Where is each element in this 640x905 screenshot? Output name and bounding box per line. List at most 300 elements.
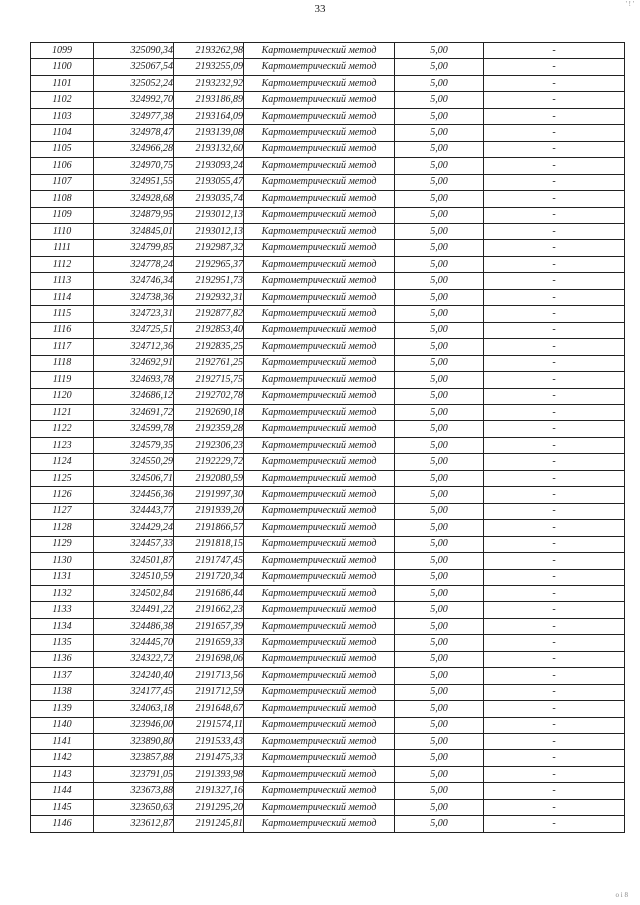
note-cell: -: [484, 503, 625, 519]
y-coordinate-cell: 2193012,13: [174, 207, 244, 223]
y-coordinate-cell: 2191245,81: [174, 816, 244, 832]
method-cell: Картометрический метод: [244, 635, 395, 651]
accuracy-cell: 5,00: [395, 92, 484, 108]
note-cell: -: [484, 799, 625, 815]
corner-mark: ' ! ': [625, 0, 634, 8]
y-coordinate-cell: 2192965,37: [174, 256, 244, 272]
note-cell: -: [484, 766, 625, 782]
accuracy-cell: 5,00: [395, 158, 484, 174]
accuracy-cell: 5,00: [395, 585, 484, 601]
point-number-cell: 1129: [31, 536, 94, 552]
method-cell: Картометрический метод: [244, 355, 395, 371]
method-cell: Картометрический метод: [244, 799, 395, 815]
x-coordinate-cell: 323857,88: [94, 750, 174, 766]
x-coordinate-cell: 323650,63: [94, 799, 174, 815]
table-row: [31, 125, 625, 141]
note-cell: -: [484, 470, 625, 486]
y-coordinate-cell: 2192987,32: [174, 240, 244, 256]
note-cell: -: [484, 273, 625, 289]
method-cell: Картометрический метод: [244, 158, 395, 174]
y-coordinate-cell: 2191712,59: [174, 684, 244, 700]
point-number-cell: 1110: [31, 223, 94, 239]
y-coordinate-cell: 2192835,25: [174, 339, 244, 355]
point-number-cell: 1121: [31, 404, 94, 420]
x-coordinate-cell: 324063,18: [94, 701, 174, 717]
table-row: [31, 437, 625, 453]
x-coordinate-cell: 324778,24: [94, 256, 174, 272]
table-row: [31, 602, 625, 618]
accuracy-cell: 5,00: [395, 816, 484, 832]
table-row: [31, 421, 625, 437]
y-coordinate-cell: 2191997,30: [174, 487, 244, 503]
table-row: [31, 651, 625, 667]
y-coordinate-cell: 2193093,24: [174, 158, 244, 174]
x-coordinate-cell: 324322,72: [94, 651, 174, 667]
x-coordinate-cell: 324501,87: [94, 553, 174, 569]
point-number-cell: 1124: [31, 454, 94, 470]
note-cell: -: [484, 158, 625, 174]
table-row: [31, 783, 625, 799]
accuracy-cell: 5,00: [395, 651, 484, 667]
method-cell: Картометрический метод: [244, 125, 395, 141]
x-coordinate-cell: 324712,36: [94, 339, 174, 355]
method-cell: Картометрический метод: [244, 108, 395, 124]
table-row: [31, 520, 625, 536]
note-cell: -: [484, 668, 625, 684]
x-coordinate-cell: 324429,24: [94, 520, 174, 536]
note-cell: -: [484, 635, 625, 651]
method-cell: Картометрический метод: [244, 273, 395, 289]
x-coordinate-cell: 324951,55: [94, 174, 174, 190]
method-cell: Картометрический метод: [244, 618, 395, 634]
y-coordinate-cell: 2191866,57: [174, 520, 244, 536]
point-number-cell: 1144: [31, 783, 94, 799]
coordinates-table-body: [31, 43, 625, 833]
y-coordinate-cell: 2193132,60: [174, 141, 244, 157]
note-cell: -: [484, 602, 625, 618]
method-cell: Картометрический метод: [244, 783, 395, 799]
method-cell: Картометрический метод: [244, 388, 395, 404]
accuracy-cell: 5,00: [395, 717, 484, 733]
y-coordinate-cell: 2191475,33: [174, 750, 244, 766]
point-number-cell: 1111: [31, 240, 94, 256]
x-coordinate-cell: 323890,80: [94, 734, 174, 750]
method-cell: Картометрический метод: [244, 289, 395, 305]
point-number-cell: 1128: [31, 520, 94, 536]
table-row: [31, 223, 625, 239]
y-coordinate-cell: 2192359,28: [174, 421, 244, 437]
note-cell: -: [484, 717, 625, 733]
table-row: [31, 618, 625, 634]
accuracy-cell: 5,00: [395, 108, 484, 124]
accuracy-cell: 5,00: [395, 421, 484, 437]
accuracy-cell: 5,00: [395, 125, 484, 141]
x-coordinate-cell: 323946,00: [94, 717, 174, 733]
y-coordinate-cell: 2193012,13: [174, 223, 244, 239]
y-coordinate-cell: 2191295,20: [174, 799, 244, 815]
accuracy-cell: 5,00: [395, 569, 484, 585]
note-cell: -: [484, 487, 625, 503]
table-row: [31, 273, 625, 289]
method-cell: Картометрический метод: [244, 766, 395, 782]
point-number-cell: 1142: [31, 750, 94, 766]
x-coordinate-cell: 324970,75: [94, 158, 174, 174]
y-coordinate-cell: 2193232,92: [174, 75, 244, 91]
method-cell: Картометрический метод: [244, 717, 395, 733]
method-cell: Картометрический метод: [244, 734, 395, 750]
point-number-cell: 1113: [31, 273, 94, 289]
x-coordinate-cell: 324992,70: [94, 92, 174, 108]
note-cell: -: [484, 734, 625, 750]
accuracy-cell: 5,00: [395, 684, 484, 700]
note-cell: -: [484, 372, 625, 388]
table-row: [31, 569, 625, 585]
note-cell: -: [484, 684, 625, 700]
y-coordinate-cell: 2191648,67: [174, 701, 244, 717]
y-coordinate-cell: 2193139,08: [174, 125, 244, 141]
footer-mark: o i 8: [615, 891, 628, 899]
method-cell: Картометрический метод: [244, 306, 395, 322]
point-number-cell: 1116: [31, 322, 94, 338]
note-cell: -: [484, 421, 625, 437]
accuracy-cell: 5,00: [395, 75, 484, 91]
note-cell: -: [484, 207, 625, 223]
note-cell: -: [484, 585, 625, 601]
x-coordinate-cell: 325067,54: [94, 59, 174, 75]
y-coordinate-cell: 2192306,23: [174, 437, 244, 453]
point-number-cell: 1136: [31, 651, 94, 667]
x-coordinate-cell: 324978,47: [94, 125, 174, 141]
y-coordinate-cell: 2193035,74: [174, 191, 244, 207]
point-number-cell: 1108: [31, 191, 94, 207]
accuracy-cell: 5,00: [395, 273, 484, 289]
table-row: [31, 766, 625, 782]
x-coordinate-cell: 324177,45: [94, 684, 174, 700]
note-cell: -: [484, 651, 625, 667]
y-coordinate-cell: 2191818,15: [174, 536, 244, 552]
x-coordinate-cell: 323612,87: [94, 816, 174, 832]
table-row: [31, 585, 625, 601]
y-coordinate-cell: 2191662,23: [174, 602, 244, 618]
table-row: [31, 717, 625, 733]
note-cell: -: [484, 553, 625, 569]
table-row: [31, 470, 625, 486]
method-cell: Картометрический метод: [244, 585, 395, 601]
note-cell: -: [484, 520, 625, 536]
note-cell: -: [484, 223, 625, 239]
accuracy-cell: 5,00: [395, 602, 484, 618]
note-cell: -: [484, 355, 625, 371]
table-row: [31, 306, 625, 322]
method-cell: Картометрический метод: [244, 92, 395, 108]
accuracy-cell: 5,00: [395, 799, 484, 815]
point-number-cell: 1099: [31, 43, 94, 59]
method-cell: Картометрический метод: [244, 569, 395, 585]
point-number-cell: 1134: [31, 618, 94, 634]
method-cell: Картометрический метод: [244, 684, 395, 700]
accuracy-cell: 5,00: [395, 372, 484, 388]
x-coordinate-cell: 324579,35: [94, 437, 174, 453]
point-number-cell: 1115: [31, 306, 94, 322]
accuracy-cell: 5,00: [395, 470, 484, 486]
method-cell: Картометрический метод: [244, 750, 395, 766]
table-row: [31, 635, 625, 651]
coordinates-table: [30, 42, 625, 833]
accuracy-cell: 5,00: [395, 503, 484, 519]
method-cell: Картометрический метод: [244, 75, 395, 91]
accuracy-cell: 5,00: [395, 553, 484, 569]
x-coordinate-cell: 325090,34: [94, 43, 174, 59]
point-number-cell: 1117: [31, 339, 94, 355]
accuracy-cell: 5,00: [395, 306, 484, 322]
accuracy-cell: 5,00: [395, 783, 484, 799]
accuracy-cell: 5,00: [395, 355, 484, 371]
y-coordinate-cell: 2191393,98: [174, 766, 244, 782]
method-cell: Картометрический метод: [244, 322, 395, 338]
table-row: [31, 75, 625, 91]
accuracy-cell: 5,00: [395, 256, 484, 272]
accuracy-cell: 5,00: [395, 520, 484, 536]
note-cell: -: [484, 240, 625, 256]
accuracy-cell: 5,00: [395, 339, 484, 355]
point-number-cell: 1123: [31, 437, 94, 453]
method-cell: Картометрический метод: [244, 602, 395, 618]
table-row: [31, 684, 625, 700]
method-cell: Картометрический метод: [244, 240, 395, 256]
table-row: [31, 799, 625, 815]
y-coordinate-cell: 2191574,11: [174, 717, 244, 733]
x-coordinate-cell: 324502,84: [94, 585, 174, 601]
table-row: [31, 816, 625, 832]
y-coordinate-cell: 2192702,78: [174, 388, 244, 404]
note-cell: -: [484, 92, 625, 108]
y-coordinate-cell: 2191686,44: [174, 585, 244, 601]
accuracy-cell: 5,00: [395, 141, 484, 157]
point-number-cell: 1140: [31, 717, 94, 733]
point-number-cell: 1112: [31, 256, 94, 272]
note-cell: -: [484, 174, 625, 190]
note-cell: -: [484, 43, 625, 59]
x-coordinate-cell: 324599,78: [94, 421, 174, 437]
y-coordinate-cell: 2193164,09: [174, 108, 244, 124]
accuracy-cell: 5,00: [395, 289, 484, 305]
x-coordinate-cell: 323673,88: [94, 783, 174, 799]
x-coordinate-cell: 324725,51: [94, 322, 174, 338]
accuracy-cell: 5,00: [395, 388, 484, 404]
note-cell: -: [484, 536, 625, 552]
table-row: [31, 388, 625, 404]
table-row: [31, 158, 625, 174]
note-cell: -: [484, 618, 625, 634]
x-coordinate-cell: 324491,22: [94, 602, 174, 618]
note-cell: -: [484, 783, 625, 799]
x-coordinate-cell: 324457,33: [94, 536, 174, 552]
y-coordinate-cell: 2193055,47: [174, 174, 244, 190]
table-row: [31, 536, 625, 552]
table-row: [31, 256, 625, 272]
y-coordinate-cell: 2191533,43: [174, 734, 244, 750]
method-cell: Картометрический метод: [244, 454, 395, 470]
point-number-cell: 1137: [31, 668, 94, 684]
note-cell: -: [484, 339, 625, 355]
method-cell: Картометрический метод: [244, 470, 395, 486]
table-row: [31, 207, 625, 223]
point-number-cell: 1118: [31, 355, 94, 371]
note-cell: -: [484, 289, 625, 305]
note-cell: -: [484, 454, 625, 470]
table-row: [31, 404, 625, 420]
point-number-cell: 1114: [31, 289, 94, 305]
x-coordinate-cell: 324686,12: [94, 388, 174, 404]
y-coordinate-cell: 2192690,18: [174, 404, 244, 420]
note-cell: -: [484, 256, 625, 272]
page-number: 33: [314, 3, 326, 15]
point-number-cell: 1138: [31, 684, 94, 700]
table-row: [31, 240, 625, 256]
table-row: [31, 487, 625, 503]
table-row: [31, 141, 625, 157]
note-cell: -: [484, 437, 625, 453]
accuracy-cell: 5,00: [395, 750, 484, 766]
method-cell: Картометрический метод: [244, 701, 395, 717]
table-row: [31, 454, 625, 470]
accuracy-cell: 5,00: [395, 404, 484, 420]
x-coordinate-cell: 324845,01: [94, 223, 174, 239]
x-coordinate-cell: 324928,68: [94, 191, 174, 207]
y-coordinate-cell: 2192853,40: [174, 322, 244, 338]
table-row: [31, 92, 625, 108]
accuracy-cell: 5,00: [395, 223, 484, 239]
accuracy-cell: 5,00: [395, 59, 484, 75]
x-coordinate-cell: 325052,24: [94, 75, 174, 91]
point-number-cell: 1120: [31, 388, 94, 404]
x-coordinate-cell: 324550,29: [94, 454, 174, 470]
x-coordinate-cell: 323791,05: [94, 766, 174, 782]
note-cell: -: [484, 750, 625, 766]
x-coordinate-cell: 324240,40: [94, 668, 174, 684]
x-coordinate-cell: 324445,70: [94, 635, 174, 651]
table-row: [31, 750, 625, 766]
x-coordinate-cell: 324456,36: [94, 487, 174, 503]
point-number-cell: 1135: [31, 635, 94, 651]
x-coordinate-cell: 324723,31: [94, 306, 174, 322]
method-cell: Картометрический метод: [244, 651, 395, 667]
y-coordinate-cell: 2192761,25: [174, 355, 244, 371]
accuracy-cell: 5,00: [395, 437, 484, 453]
note-cell: -: [484, 125, 625, 141]
table-row: [31, 372, 625, 388]
method-cell: Картометрический метод: [244, 816, 395, 832]
table-row: [31, 553, 625, 569]
point-number-cell: 1102: [31, 92, 94, 108]
accuracy-cell: 5,00: [395, 207, 484, 223]
point-number-cell: 1105: [31, 141, 94, 157]
method-cell: Картометрический метод: [244, 536, 395, 552]
table-row: [31, 174, 625, 190]
point-number-cell: 1119: [31, 372, 94, 388]
y-coordinate-cell: 2193186,89: [174, 92, 244, 108]
y-coordinate-cell: 2192715,75: [174, 372, 244, 388]
x-coordinate-cell: 324746,34: [94, 273, 174, 289]
table-row: [31, 108, 625, 124]
y-coordinate-cell: 2191939,20: [174, 503, 244, 519]
note-cell: -: [484, 569, 625, 585]
point-number-cell: 1131: [31, 569, 94, 585]
accuracy-cell: 5,00: [395, 536, 484, 552]
x-coordinate-cell: 324506,71: [94, 470, 174, 486]
point-number-cell: 1122: [31, 421, 94, 437]
table-row: [31, 355, 625, 371]
y-coordinate-cell: 2193255,09: [174, 59, 244, 75]
y-coordinate-cell: 2191747,45: [174, 553, 244, 569]
point-number-cell: 1145: [31, 799, 94, 815]
x-coordinate-cell: 324738,36: [94, 289, 174, 305]
accuracy-cell: 5,00: [395, 240, 484, 256]
y-coordinate-cell: 2192877,82: [174, 306, 244, 322]
method-cell: Картометрический метод: [244, 404, 395, 420]
point-number-cell: 1133: [31, 602, 94, 618]
method-cell: Картометрический метод: [244, 503, 395, 519]
method-cell: Картометрический метод: [244, 553, 395, 569]
method-cell: Картометрический метод: [244, 191, 395, 207]
point-number-cell: 1100: [31, 59, 94, 75]
x-coordinate-cell: 324799,85: [94, 240, 174, 256]
accuracy-cell: 5,00: [395, 174, 484, 190]
method-cell: Картометрический метод: [244, 141, 395, 157]
x-coordinate-cell: 324510,59: [94, 569, 174, 585]
accuracy-cell: 5,00: [395, 322, 484, 338]
method-cell: Картометрический метод: [244, 59, 395, 75]
point-number-cell: 1106: [31, 158, 94, 174]
x-coordinate-cell: 324691,72: [94, 404, 174, 420]
note-cell: -: [484, 75, 625, 91]
accuracy-cell: 5,00: [395, 701, 484, 717]
accuracy-cell: 5,00: [395, 618, 484, 634]
y-coordinate-cell: 2191713,56: [174, 668, 244, 684]
note-cell: -: [484, 816, 625, 832]
point-number-cell: 1126: [31, 487, 94, 503]
note-cell: -: [484, 404, 625, 420]
note-cell: -: [484, 701, 625, 717]
table-row: [31, 701, 625, 717]
note-cell: -: [484, 322, 625, 338]
note-cell: -: [484, 306, 625, 322]
point-number-cell: 1104: [31, 125, 94, 141]
table-row: [31, 734, 625, 750]
y-coordinate-cell: 2191327,16: [174, 783, 244, 799]
point-number-cell: 1127: [31, 503, 94, 519]
point-number-cell: 1107: [31, 174, 94, 190]
y-coordinate-cell: 2191659,33: [174, 635, 244, 651]
accuracy-cell: 5,00: [395, 487, 484, 503]
table-row: [31, 322, 625, 338]
x-coordinate-cell: 324692,91: [94, 355, 174, 371]
y-coordinate-cell: 2192951,73: [174, 273, 244, 289]
method-cell: Картометрический метод: [244, 421, 395, 437]
y-coordinate-cell: 2191720,34: [174, 569, 244, 585]
method-cell: Картометрический метод: [244, 207, 395, 223]
method-cell: Картометрический метод: [244, 256, 395, 272]
x-coordinate-cell: 324486,38: [94, 618, 174, 634]
table-row: [31, 668, 625, 684]
accuracy-cell: 5,00: [395, 635, 484, 651]
table-row: [31, 339, 625, 355]
x-coordinate-cell: 324879,95: [94, 207, 174, 223]
point-number-cell: 1139: [31, 701, 94, 717]
accuracy-cell: 5,00: [395, 668, 484, 684]
method-cell: Картометрический метод: [244, 437, 395, 453]
y-coordinate-cell: 2192932,31: [174, 289, 244, 305]
